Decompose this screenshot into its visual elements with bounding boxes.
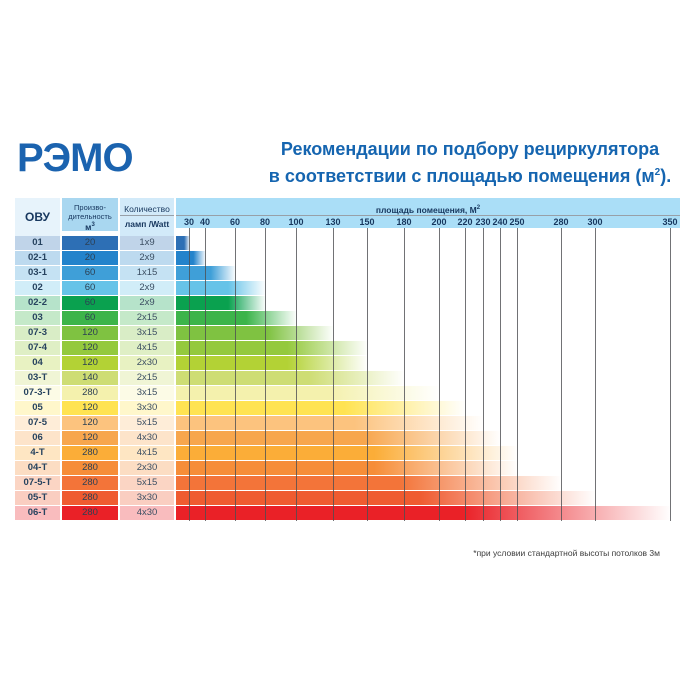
- bar-zone: [176, 296, 680, 311]
- table-row: [15, 401, 680, 416]
- table-row: [15, 446, 680, 461]
- tick-label: 250: [509, 217, 525, 227]
- capacity-cell: 60: [62, 266, 120, 281]
- lamps-cell: 3х30: [120, 401, 176, 416]
- model-cell: 4-Т: [15, 446, 62, 461]
- area-bar: [176, 296, 266, 310]
- bar-zone: [176, 461, 680, 476]
- capacity-cell: 280: [62, 476, 120, 491]
- lamps-cell: 5х15: [120, 416, 176, 431]
- lamps-cell: 4х30: [120, 506, 176, 521]
- lamps-cell: 2х15: [120, 311, 176, 326]
- model-cell: 05: [15, 401, 62, 416]
- tick-label: 40: [199, 217, 211, 227]
- area-bar: [176, 266, 236, 280]
- capacity-cell: 120: [62, 401, 120, 416]
- tick-label: 200: [431, 217, 447, 227]
- area-bar: [176, 491, 596, 505]
- table-row: [15, 251, 680, 266]
- bar-zone: [176, 356, 680, 371]
- capacity-cell: 120: [62, 326, 120, 341]
- capacity-cell: 60: [62, 281, 120, 296]
- footnote: *при условии стандартной высоты потолков 3м: [473, 548, 660, 558]
- tick-label: 130: [325, 217, 341, 227]
- table-header: [15, 198, 680, 236]
- area-bar: [176, 446, 518, 460]
- model-cell: 04: [15, 356, 62, 371]
- header-lamps: Количество ламп /Watt: [120, 198, 176, 236]
- model-cell: 06-Т: [15, 506, 62, 521]
- lamps-cell: 2х30: [120, 356, 176, 371]
- table-row: [15, 461, 680, 476]
- area-axis-ticks: [176, 216, 680, 230]
- remo-logo: РЭМО: [17, 136, 133, 180]
- tick-label: 240: [492, 217, 508, 227]
- bar-zone: [176, 341, 680, 356]
- bar-zone: [176, 506, 680, 521]
- model-cell: 07-3: [15, 326, 62, 341]
- capacity-cell: 60: [62, 311, 120, 326]
- lamps-cell: 2х9: [120, 296, 176, 311]
- area-bar: [176, 236, 190, 250]
- lamps-cell: 1х9: [120, 236, 176, 251]
- tick-label: 280: [553, 217, 569, 227]
- lamps-cell: 4х30: [120, 431, 176, 446]
- area-bar: [176, 431, 501, 445]
- tick-label: 350: [662, 217, 678, 227]
- capacity-cell: 120: [62, 356, 120, 371]
- bar-zone: [176, 326, 680, 341]
- lamps-cell: 3х15: [120, 386, 176, 401]
- table-row: [15, 341, 680, 356]
- tick-label: 60: [229, 217, 241, 227]
- lamps-cell: 2х9: [120, 281, 176, 296]
- model-cell: 07-5: [15, 416, 62, 431]
- tick-label: 80: [259, 217, 271, 227]
- table-row: [15, 506, 680, 521]
- capacity-cell: 280: [62, 506, 120, 521]
- capacity-cell: 280: [62, 386, 120, 401]
- bar-zone: [176, 491, 680, 506]
- bar-zone: [176, 386, 680, 401]
- bar-zone: [176, 431, 680, 446]
- tick-label: 220: [457, 217, 473, 227]
- model-cell: 02-2: [15, 296, 62, 311]
- model-cell: 07-5-Т: [15, 476, 62, 491]
- tick-label: 300: [587, 217, 603, 227]
- model-cell: 02: [15, 281, 62, 296]
- capacity-cell: 280: [62, 446, 120, 461]
- lamps-cell: 2х30: [120, 461, 176, 476]
- bar-zone: [176, 476, 680, 491]
- bar-zone: [176, 266, 680, 281]
- bar-zone: [176, 281, 680, 296]
- table-row: [15, 491, 680, 506]
- area-axis-title: площадь помещения, $М^2$: [176, 198, 680, 216]
- lamps-cell: 4х15: [120, 446, 176, 461]
- capacity-cell: 280: [62, 461, 120, 476]
- area-bar: [176, 371, 405, 385]
- area-bar: [176, 386, 440, 400]
- lamps-cell: 4х15: [120, 341, 176, 356]
- table-row: [15, 326, 680, 341]
- lamps-cell: 1х15: [120, 266, 176, 281]
- lamps-cell: 3х15: [120, 326, 176, 341]
- bar-zone: [176, 311, 680, 326]
- area-bar: [176, 326, 334, 340]
- area-bar: [176, 311, 297, 325]
- header-capacity: Произво- дительность $м^3$: [62, 198, 120, 231]
- model-cell: 04-Т: [15, 461, 62, 476]
- header-area-scale: [176, 198, 680, 228]
- table-row: [15, 476, 680, 491]
- tick-label: 100: [288, 217, 304, 227]
- area-bar: [176, 506, 671, 520]
- capacity-cell: 120: [62, 431, 120, 446]
- recommendation-table: [15, 198, 680, 521]
- table-row: [15, 266, 680, 281]
- header-ovu: ОВУ: [15, 198, 62, 236]
- capacity-cell: 20: [62, 236, 120, 251]
- table-row: [15, 281, 680, 296]
- capacity-cell: 60: [62, 296, 120, 311]
- lamps-cell: 2х9: [120, 251, 176, 266]
- capacity-cell: 20: [62, 251, 120, 266]
- table-row: [15, 416, 680, 431]
- area-bar: [176, 341, 368, 355]
- lamps-cell: 3х30: [120, 491, 176, 506]
- capacity-cell: 140: [62, 371, 120, 386]
- area-bar: [176, 401, 466, 415]
- area-bar: [176, 476, 562, 490]
- table-rows: [15, 236, 680, 521]
- model-cell: 02-1: [15, 251, 62, 266]
- area-bar: [176, 356, 368, 370]
- area-bar: [176, 461, 518, 475]
- bar-zone: [176, 416, 680, 431]
- table-row: [15, 371, 680, 386]
- capacity-cell: 120: [62, 416, 120, 431]
- bar-zone: [176, 251, 680, 266]
- capacity-cell: 280: [62, 491, 120, 506]
- model-cell: 06: [15, 431, 62, 446]
- title-line1: Рекомендации по подбору рециркулятора: [280, 139, 660, 159]
- tick-label: 180: [396, 217, 412, 227]
- lamps-cell: 2х15: [120, 371, 176, 386]
- model-cell: 01: [15, 236, 62, 251]
- model-cell: 07-3-Т: [15, 386, 62, 401]
- model-cell: 03: [15, 311, 62, 326]
- area-bar: [176, 416, 484, 430]
- model-cell: 07-4: [15, 341, 62, 356]
- tick-label: 30: [183, 217, 195, 227]
- bar-zone: [176, 446, 680, 461]
- table-row: [15, 311, 680, 326]
- table-row: [15, 386, 680, 401]
- tick-label: 230: [475, 217, 491, 227]
- title-line2: в соответствии с площадью помещения $(м^2)$.: [268, 166, 672, 186]
- model-cell: 03-1: [15, 266, 62, 281]
- table-row: [15, 296, 680, 311]
- model-cell: 03-Т: [15, 371, 62, 386]
- bar-zone: [176, 401, 680, 416]
- bar-zone: [176, 236, 680, 251]
- page-title: [252, 138, 688, 188]
- model-cell: 05-Т: [15, 491, 62, 506]
- bar-zone: [176, 371, 680, 386]
- area-bar: [176, 281, 266, 295]
- table-row: [15, 431, 680, 446]
- table-row: [15, 356, 680, 371]
- lamps-cell: 5х15: [120, 476, 176, 491]
- tick-label: 150: [359, 217, 375, 227]
- table-row: [15, 236, 680, 251]
- capacity-cell: 120: [62, 341, 120, 356]
- area-bar: [176, 251, 206, 265]
